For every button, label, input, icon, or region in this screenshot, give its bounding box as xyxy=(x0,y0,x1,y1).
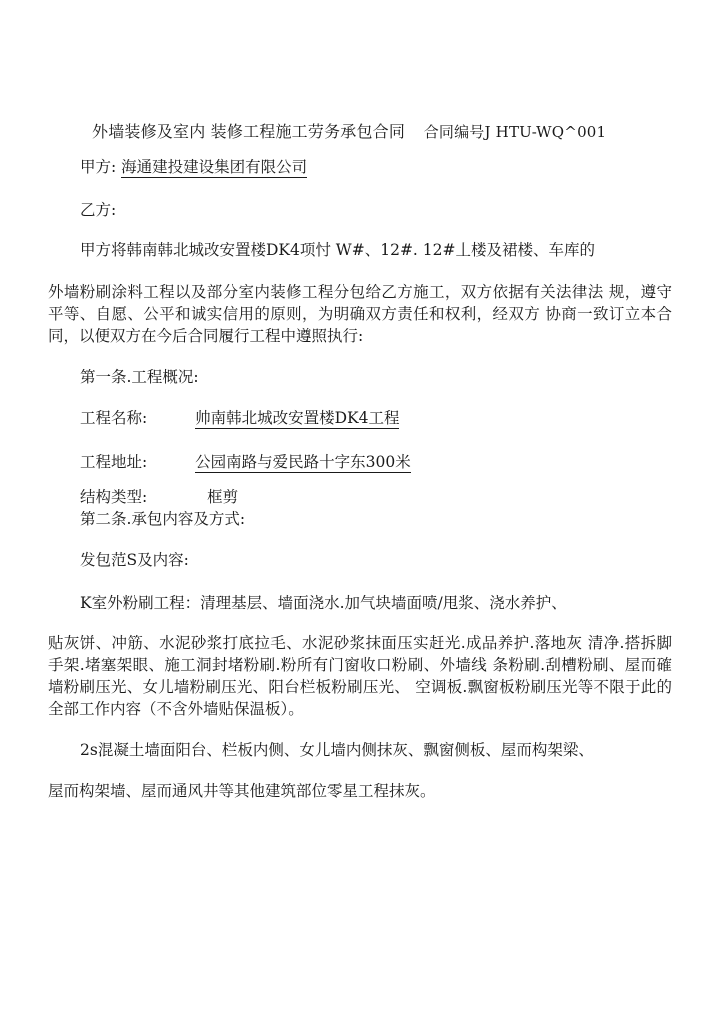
contract-number: 合同编号J HTU-WQ^001 xyxy=(423,123,607,141)
article-1-heading: 第一条.工程概况: xyxy=(80,368,199,386)
project-name-value: 帅南韩北城改安置楼DK4工程 xyxy=(195,409,400,427)
scope-item-1-paragraph: 贴灰饼、冲筋、水泥砂浆打底拉毛、水泥砂浆抹面压实赶光.成品养护.落地灰 清净.搭拆脚手架.堵塞架眼、施工洞封堵粉刷.粉所有门窗收口粉刷、外墙线 条粉刷.刮槽粉刷、屋而確墙粉刷压光、女儿墙粉刷压光、阳台栏板粉刷压光、 空调板.飘窗板粉刷压光等不限于此的全部工作内容（不含外墙贴保温板）。 xyxy=(48,634,672,718)
party-a xyxy=(80,156,307,178)
party-a-value: 海通建投建设集团有限公司 xyxy=(121,158,308,176)
intro-paragraph: 外墙粉刷涂料工程以及部分室内装修工程分包给乙方施工，双方依据有关法律法 规，遵守平等、自愿、公平和诚实信用的原则，为明确双方责任和权利，经双方 协商一致订立本合同，以便双方在今后合同履行工程中遵照执行: xyxy=(48,283,672,345)
project-address-label: 工程地址: xyxy=(80,453,148,471)
project-name-row xyxy=(80,407,399,429)
contract-title-main: 外墙装修及室内 装修工程施工劳务承包合同 xyxy=(92,122,406,141)
scope-item-2-first-line: 2s混凝土墙面阳台、栏板内侧、女儿墙内侧抹灰、飘窗侧板、屋而构架梁、 xyxy=(80,741,594,759)
scope-item-2-second-line: 屋而构架墙、屋而通风井等其他建筑部位零星工程抹灰。 xyxy=(48,782,436,800)
party-b-label: 乙方: xyxy=(80,201,117,219)
structure-type-label: 结构类型: xyxy=(80,488,148,506)
project-name-label: 工程名称: xyxy=(80,409,148,427)
project-address-row xyxy=(80,451,411,473)
party-b xyxy=(80,199,116,221)
party-a-label: 甲方: xyxy=(80,158,117,176)
structure-type-row xyxy=(80,486,238,508)
scope-heading: 发包范S及内容: xyxy=(80,551,189,569)
project-address-value: 公园南路与爱民路十字东300米 xyxy=(195,453,411,471)
contract-title xyxy=(92,121,606,143)
scope-item-1-first-line: K室外粉刷工程：清理基层、墙面浇水.加气块墙面喷/甩浆、浇水养护、 xyxy=(80,594,567,612)
structure-type-value: 框剪 xyxy=(207,488,239,506)
article-2-heading: 第二条.承包内容及方式: xyxy=(80,510,246,528)
intro-first-line: 甲方将韩南韩北城改安置楼DK4项忖 W#、12#. 12#丄楼及裙楼、车库的 xyxy=(80,241,595,259)
